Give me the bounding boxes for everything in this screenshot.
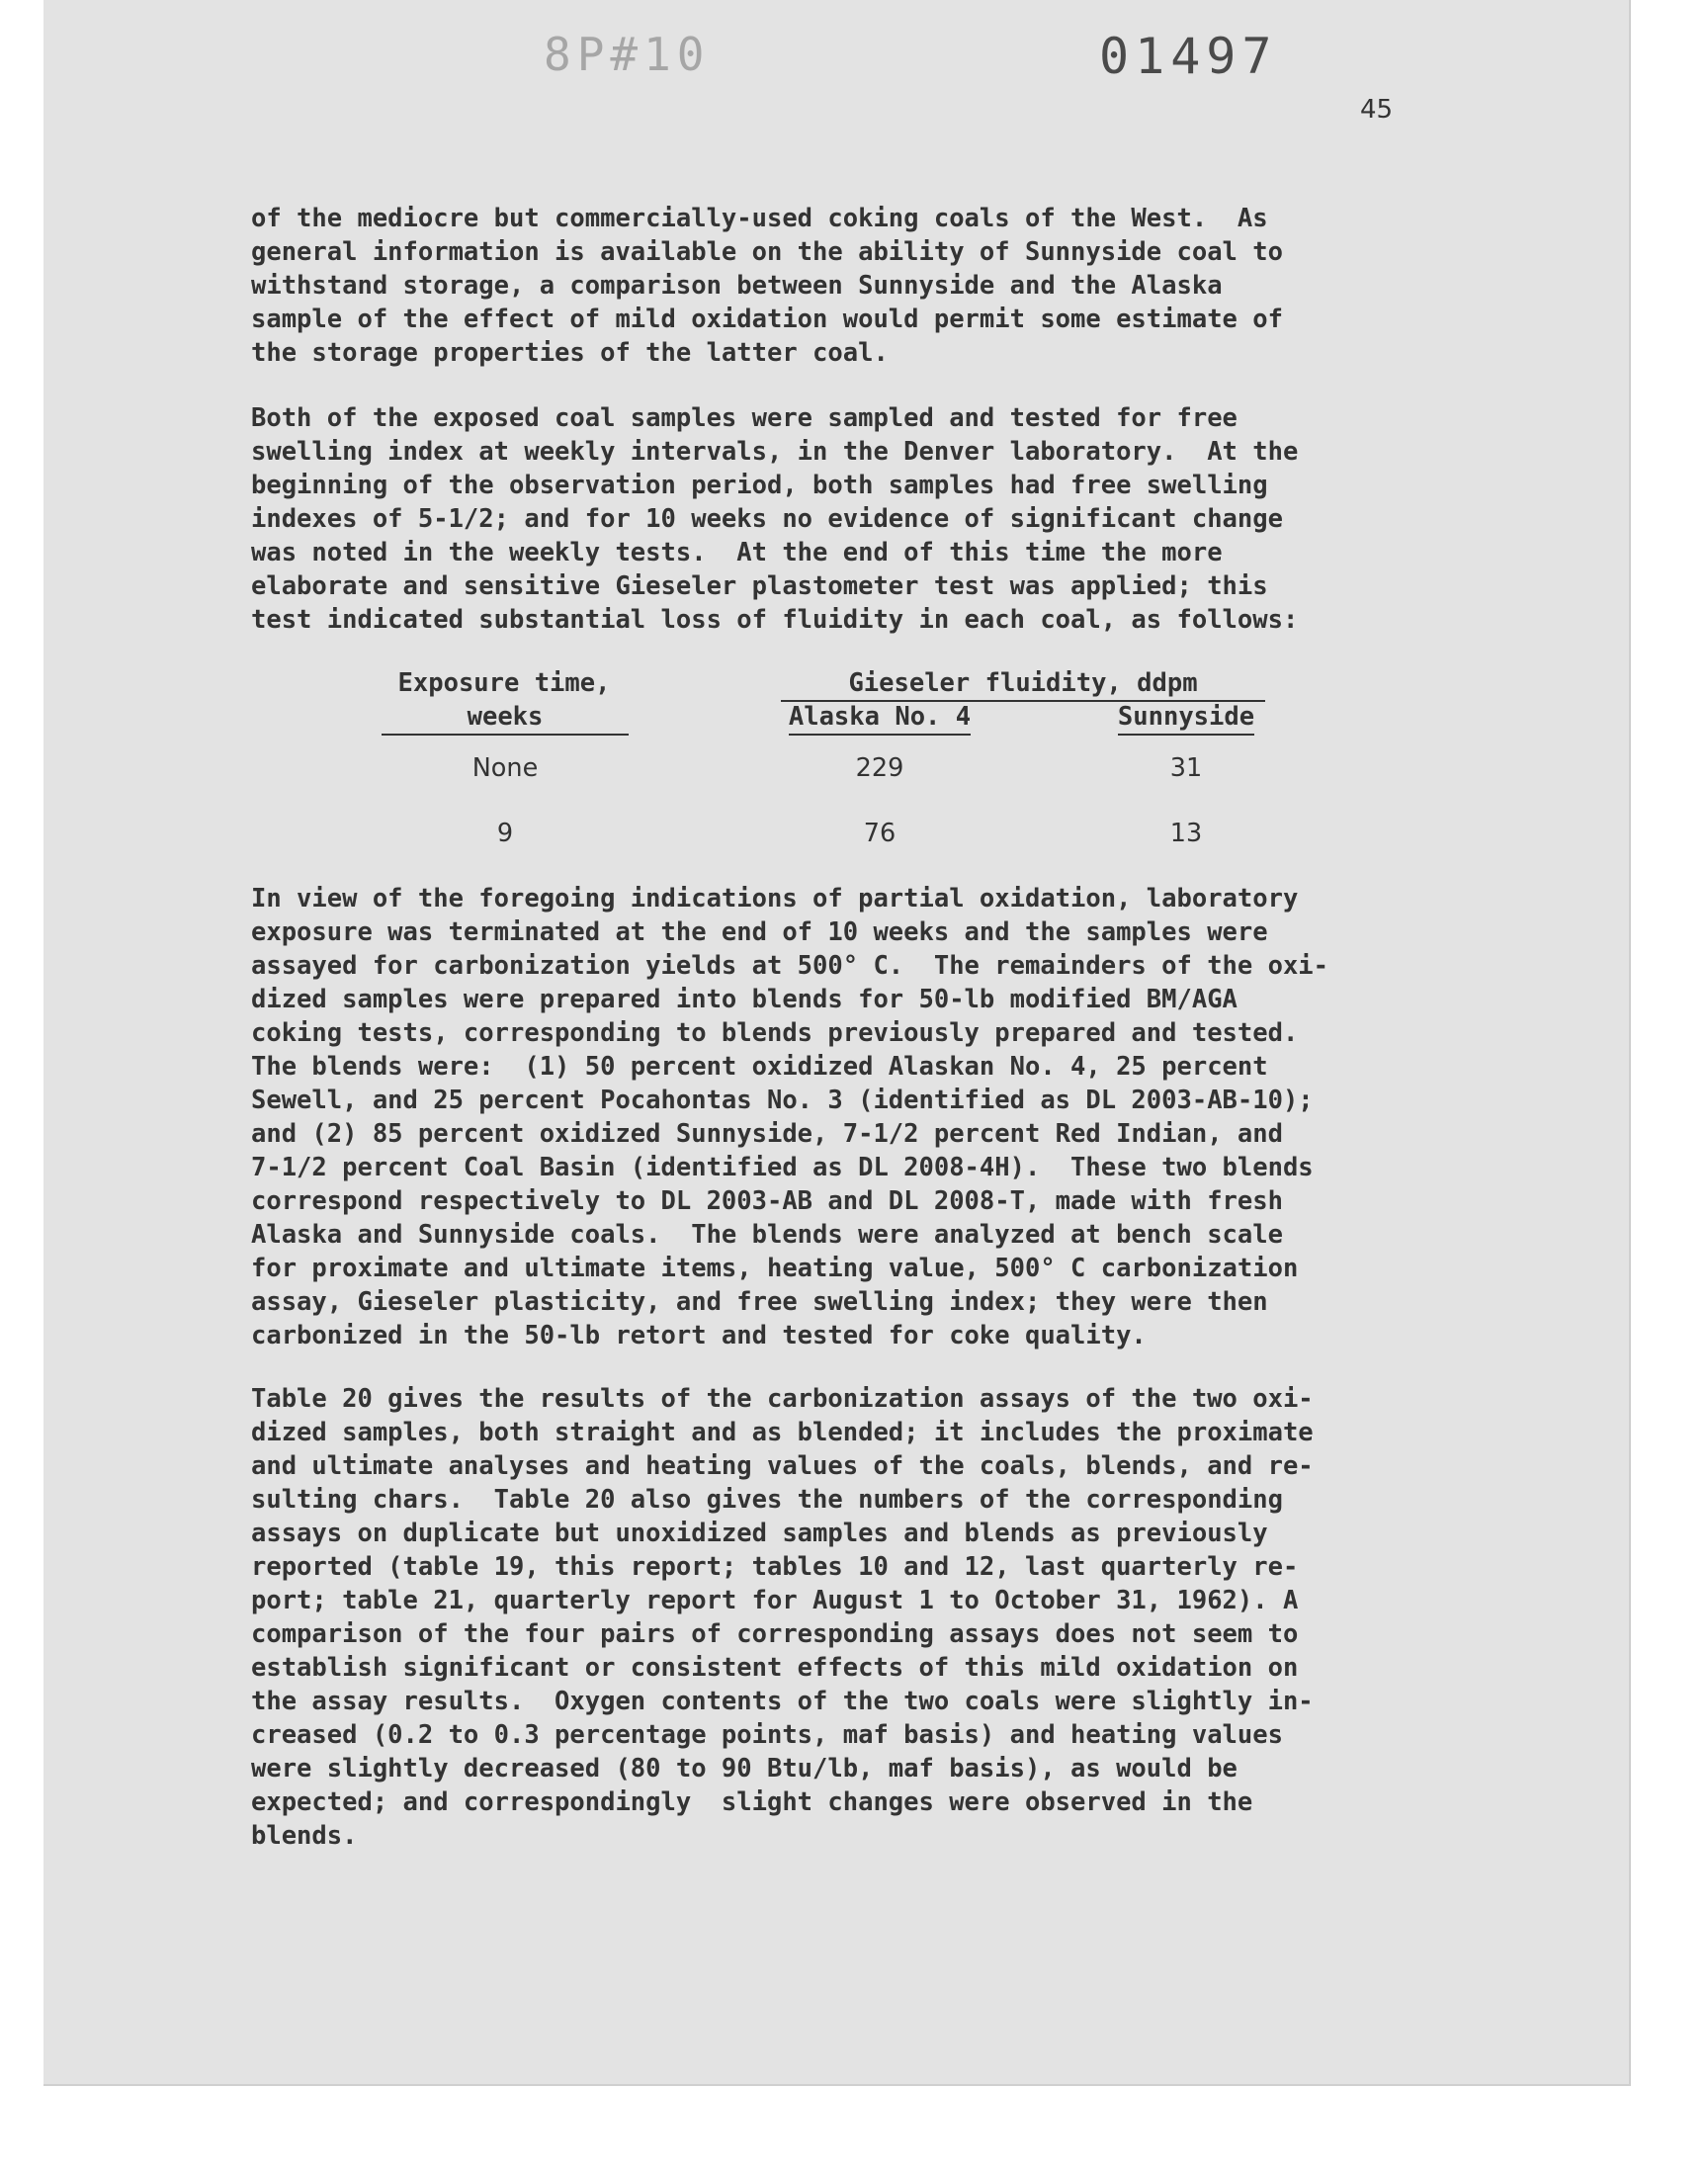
table-cell-sunnyside-row1: 31 [1169,753,1203,783]
text-line: dized samples, both straight and as blended; it includes the proximate [251,1418,1314,1447]
text-line: and ultimate analyses and heating values of the coals, blends, and re- [251,1451,1314,1481]
col-exposure-header-line1: Exposure time, [397,668,611,698]
col-sunnyside-header [1107,702,1265,732]
text-line: coking tests, corresponding to blends previously prepared and tested. [251,1018,1299,1048]
gieseler-group-header-text: Gieseler fluidity, ddpm [781,668,1265,702]
text-line: withstand storage, a comparison between Sunnyside and the Alaska [251,271,1223,301]
text-line: creased (0.2 to 0.3 percentage points, maf basis) and heating values [251,1720,1283,1750]
col-exposure-header-text: weeks [382,702,629,736]
fluidity-table [356,668,1285,856]
col-alaska-header-text: Alaska No. 4 [789,702,971,736]
paragraph-1 [251,202,1437,370]
text-line: port; table 21, quarterly report for August 1 to October 31, 1962). A [251,1586,1299,1615]
text-line: test indicated substantial loss of fluidity in each coal, as follows: [251,605,1299,635]
text-line: Alaska and Sunnyside coals. The blends were analyzed at bench scale [251,1220,1283,1250]
text-line: sulting chars. Table 20 also gives the numbers of the corresponding [251,1485,1283,1515]
text-line: indexes of 5-1/2; and for 10 weeks no evidence of significant change [251,504,1283,534]
paragraph-4 [251,1382,1437,1853]
text-line: expected; and correspondingly slight changes were observed in the [251,1787,1253,1817]
text-line: of the mediocre but commercially-used coking coals of the West. As [251,204,1268,233]
text-line: In view of the foregoing indications of partial oxidation, laboratory [251,884,1299,914]
page-number: 45 [1360,95,1394,125]
text-line: exposure was terminated at the end of 10 weeks and the samples were [251,917,1268,947]
table-cell-sunnyside-row2: 13 [1169,819,1203,848]
file-stamp-right: 01497 [1099,28,1278,85]
text-line: reported (table 19, this report; tables 10 and 12, last quarterly re- [251,1552,1299,1582]
table-cell-alaska-row1: 229 [855,753,904,783]
paragraph-2 [251,401,1437,637]
text-line: correspond respectively to DL 2003-AB and DL 2008-T, made with fresh [251,1186,1283,1216]
text-line: Both of the exposed coal samples were sampled and tested for free [251,403,1238,433]
gieseler-group-header [781,668,1265,702]
text-line: comparison of the four pairs of corresponding assays does not seem to [251,1619,1299,1649]
text-line: swelling index at weekly intervals, in the Denver laboratory. At the [251,437,1299,467]
text-line: 7-1/2 percent Coal Basin (identified as DL 2008-4H). These two blends [251,1153,1314,1182]
text-line: The blends were: (1) 50 percent oxidized Alaskan No. 4, 25 percent [251,1052,1268,1082]
paragraph-3 [251,882,1437,1352]
text-line: was noted in the weekly tests. At the end of this time the more [251,538,1223,567]
col-alaska-header [781,702,979,732]
text-line: Table 20 gives the results of the carbonization assays of the two oxi- [251,1384,1314,1414]
text-line: dized samples were prepared into blends for 50-lb modified BM/AGA [251,985,1238,1014]
table-cell-alaska-row2: 76 [863,819,897,848]
text-line: beginning of the observation period, both samples had free swelling [251,471,1268,500]
text-line: assays on duplicate but unoxidized samples and blends as previously [251,1519,1268,1548]
text-line: for proximate and ultimate items, heating value, 500° C carbonization [251,1254,1299,1283]
col-exposure-header-line2 [382,702,629,736]
text-line: and (2) 85 percent oxidized Sunnyside, 7-1/2 percent Red Indian, and [251,1119,1283,1149]
text-line: carbonized in the 50-lb retort and tested for coke quality. [251,1321,1147,1350]
text-line: general information is available on the ability of Sunnyside coal to [251,237,1283,267]
text-line: were slightly decreased (80 to 90 Btu/lb, maf basis), as would be [251,1754,1238,1784]
text-line: establish significant or consistent effects of this mild oxidation on [251,1653,1299,1683]
text-line: assay, Gieseler plasticity, and free swelling index; they were then [251,1287,1268,1317]
text-line: elaborate and sensitive Gieseler plastometer test was applied; this [251,571,1268,601]
file-stamp-left: 8P#10 [544,28,711,81]
table-cell-exposure-row1: None [471,753,539,783]
text-line: assayed for carbonization yields at 500° C. The remainders of the oxi- [251,951,1329,981]
text-line: the assay results. Oxygen contents of the two coals were slightly in- [251,1687,1314,1716]
table-cell-exposure-row2: 9 [496,819,514,848]
text-line: blends. [251,1821,358,1851]
text-line: the storage properties of the latter coal. [251,338,889,368]
text-line: Sewell, and 25 percent Pocahontas No. 3 (identified as DL 2003-AB-10); [251,1086,1314,1115]
text-line: sample of the effect of mild oxidation would permit some estimate of [251,304,1283,334]
col-sunnyside-header-text: Sunnyside [1118,702,1254,736]
